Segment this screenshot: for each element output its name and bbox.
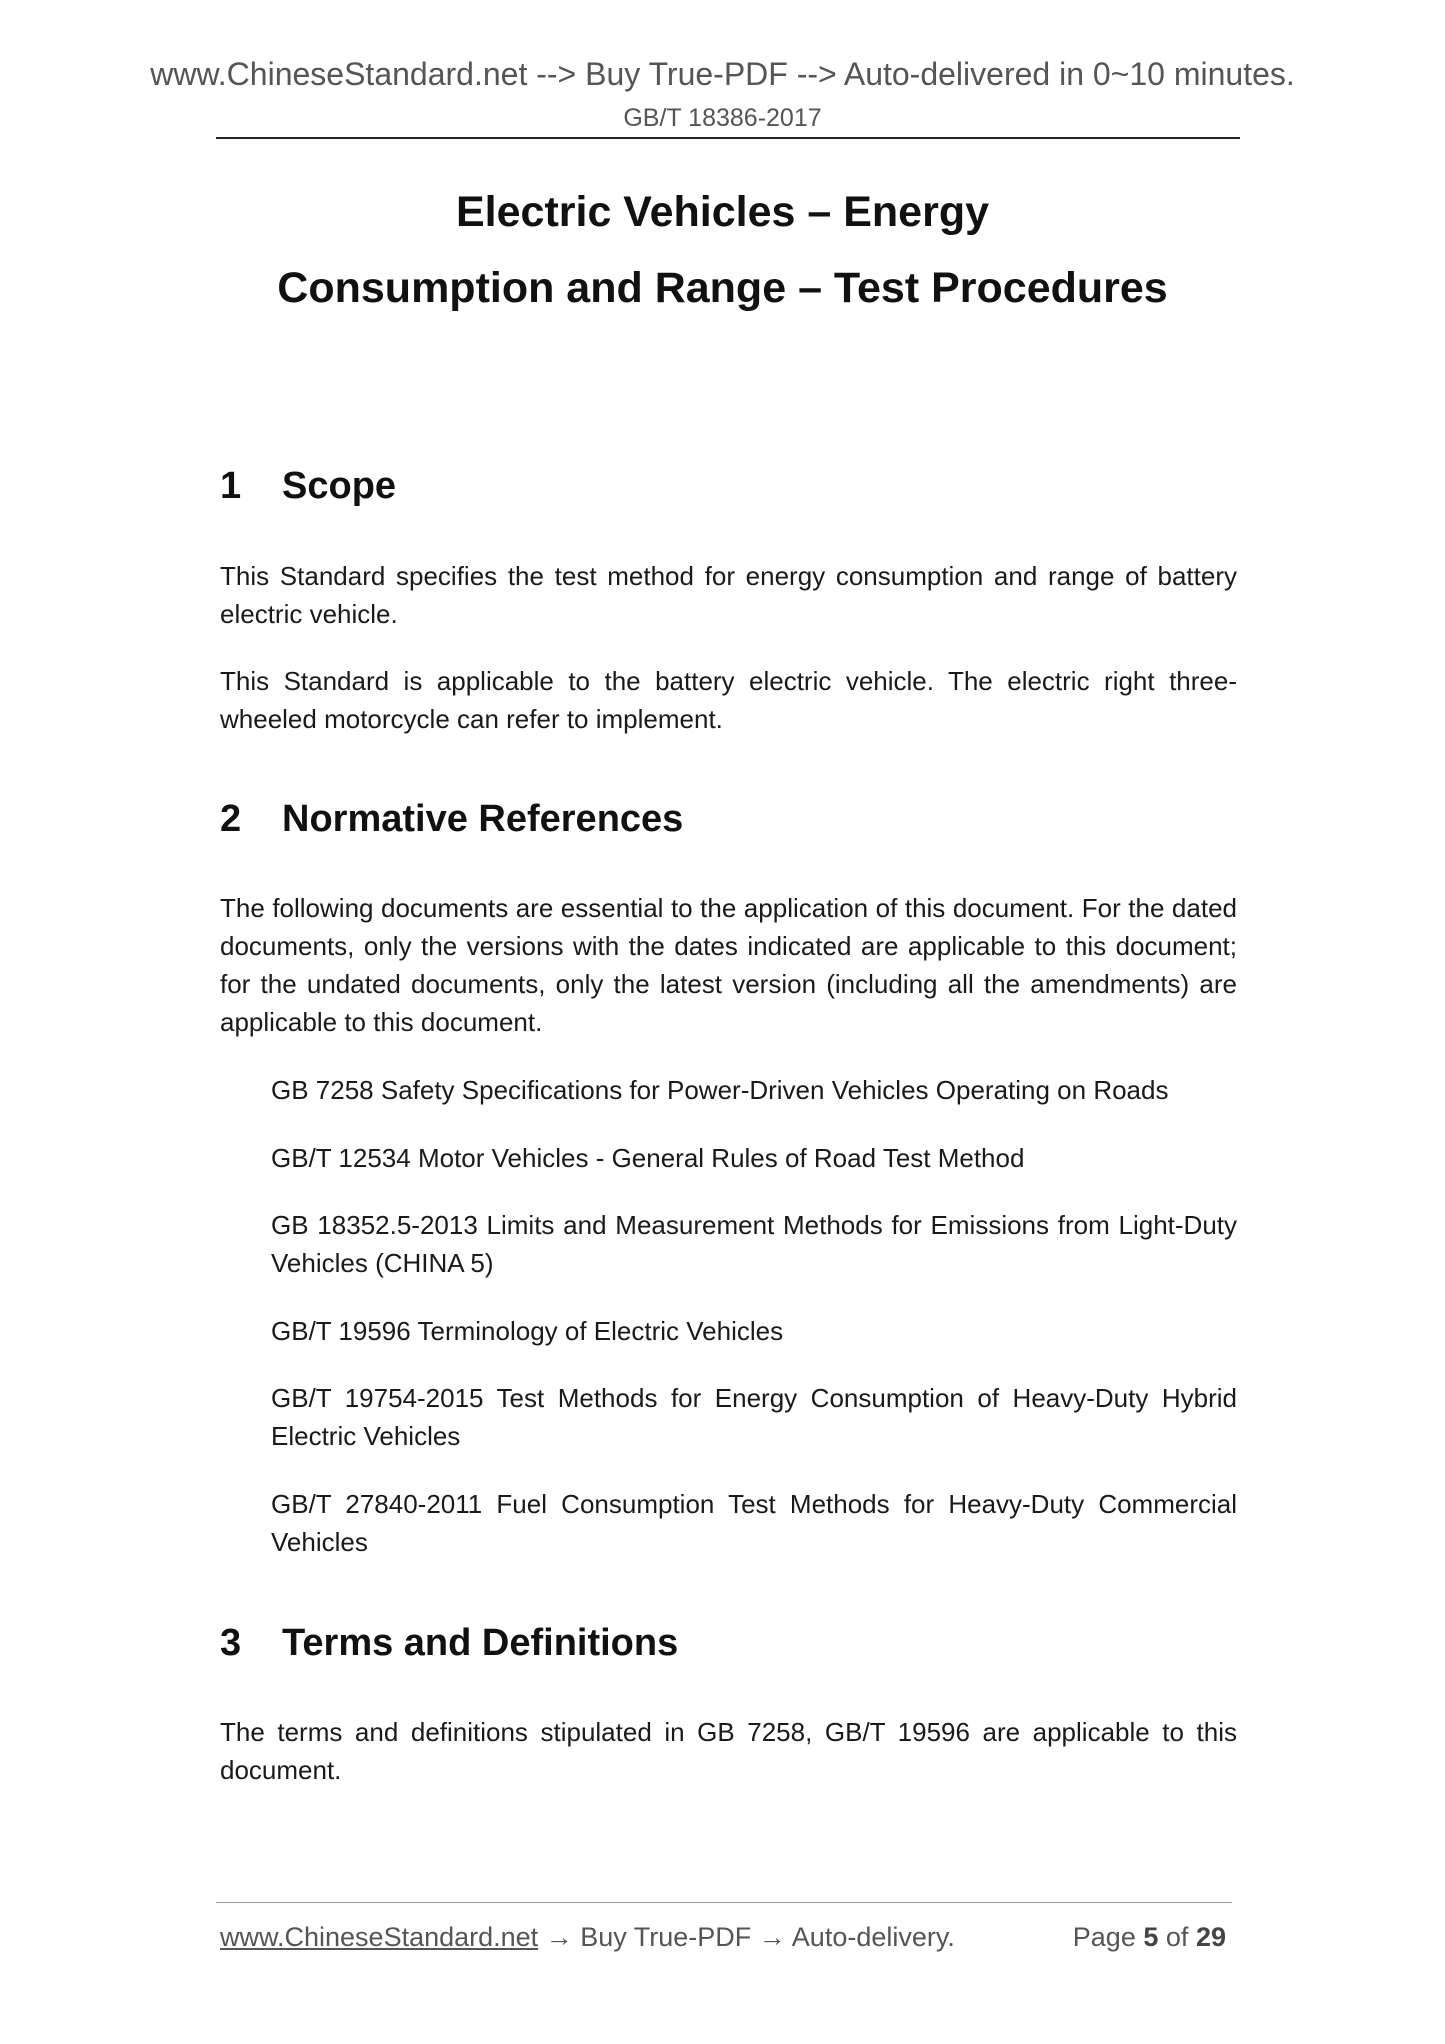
header-rule	[216, 137, 1240, 139]
reference-item: GB 18352.5-2013 Limits and Measurement Methods for Emissions from Light-Duty Vehicles (CHINA 5)	[271, 1210, 1237, 1278]
section-1-heading	[220, 465, 396, 508]
arrow-right-icon: →	[545, 1922, 573, 1952]
section-title: Scope	[282, 465, 397, 507]
page-total: 29	[1195, 1922, 1226, 1952]
page-label: Page	[1072, 1922, 1136, 1952]
reference-item: GB/T 19596 Terminology of Electric Vehicles	[271, 1316, 784, 1346]
document-title-line-1: Electric Vehicles – Energy	[455, 188, 990, 236]
section-3-heading	[220, 1622, 678, 1665]
footer-text-delivery: Auto-delivery.	[791, 1922, 955, 1952]
section-title: Terms and Definitions	[282, 1622, 679, 1664]
normative-intro: The following documents are essential to the application of this document. For the dated documents, only the versions with the dates indicated are applicable to this document; for the undated documents, only the latest version (including all the amendments) are applicable to this document.	[220, 893, 1237, 1037]
section-2-heading	[220, 798, 683, 841]
page-of: of	[1165, 1922, 1189, 1952]
footer-text-buy: Buy True-PDF	[580, 1922, 752, 1952]
reference-item: GB 7258 Safety Specifications for Power-Driven Vehicles Operating on Roads	[271, 1075, 1169, 1105]
standard-code: GB/T 18386-2017	[623, 104, 822, 132]
section-number: 1	[220, 465, 242, 507]
document-title-line-2: Consumption and Range – Test Procedures	[277, 264, 1168, 312]
scope-paragraph-2: This Standard is applicable to the battery electric vehicle. The electric right three-wheeled motorcycle can refer to implement.	[220, 666, 1237, 734]
reference-item: GB/T 12534 Motor Vehicles - General Rules of Road Test Method	[271, 1143, 1025, 1173]
page-current: 5	[1143, 1922, 1159, 1952]
section-title: Normative References	[282, 798, 684, 840]
arrow-right-icon: →	[758, 1922, 786, 1952]
footer	[220, 1922, 1226, 1953]
section-number: 3	[220, 1622, 242, 1664]
footer-rule	[216, 1902, 1232, 1903]
terms-paragraph: The terms and definitions stipulated in GB 7258, GB/T 19596 are applicable to this document.	[220, 1717, 1237, 1785]
page-indicator	[1073, 1922, 1226, 1953]
reference-item: GB/T 19754-2015 Test Methods for Energy Consumption of Heavy-Duty Hybrid Electric Vehicles	[271, 1383, 1237, 1451]
section-number: 2	[220, 798, 242, 840]
footer-link[interactable]: www.ChineseStandard.net	[220, 1922, 539, 1952]
reference-item: GB/T 27840-2011 Fuel Consumption Test Methods for Heavy-Duty Commercial Vehicles	[271, 1489, 1237, 1557]
scope-paragraph-1: This Standard specifies the test method for energy consumption and range of battery electric vehicle.	[220, 561, 1237, 629]
header-banner: www.ChineseStandard.net --> Buy True-PDF --> Auto-delivered in 0~10 minutes.	[150, 56, 1295, 92]
